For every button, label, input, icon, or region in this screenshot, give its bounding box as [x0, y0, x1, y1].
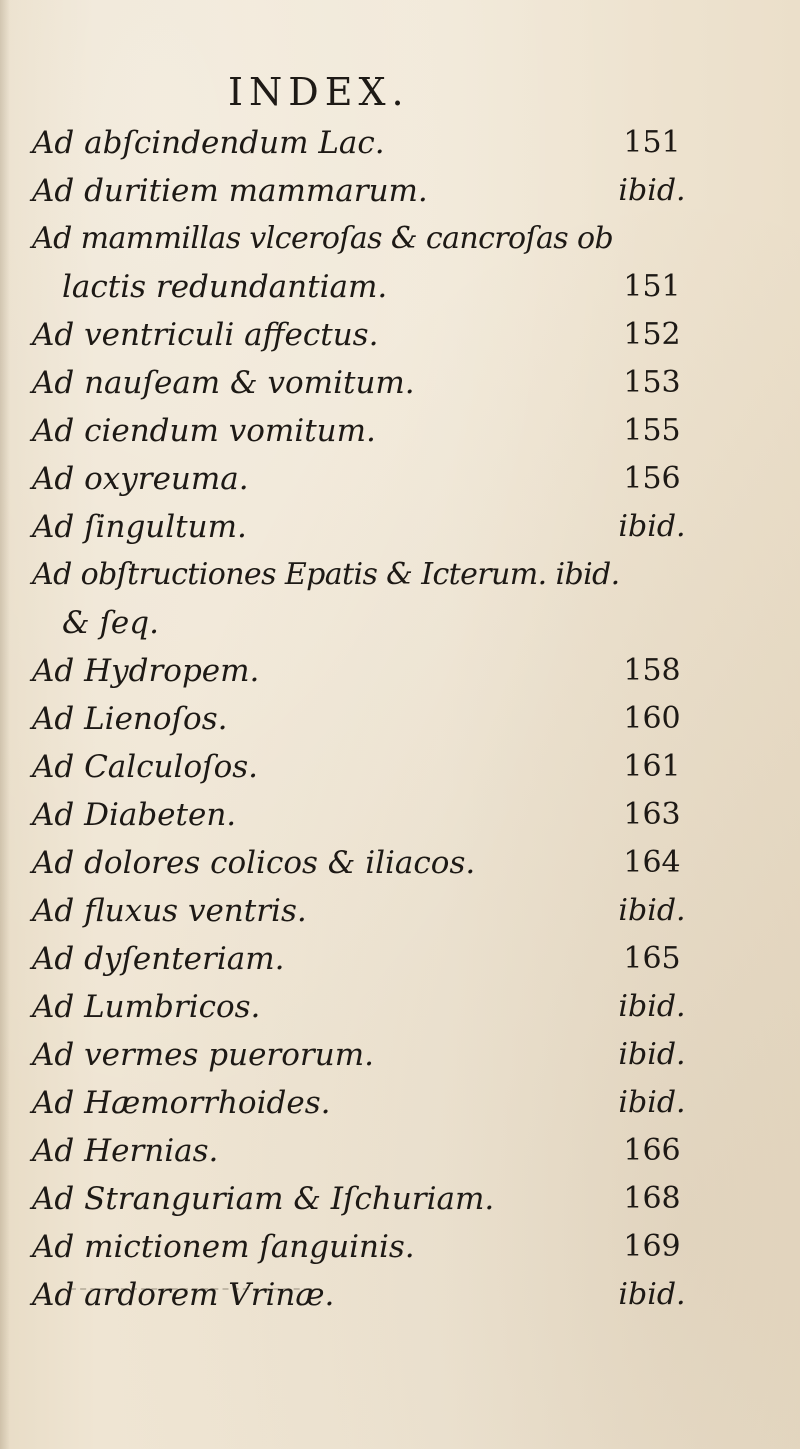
entry-page: ibid.	[618, 1037, 686, 1072]
entry-page: 153	[623, 365, 681, 400]
index-entry	[0, 647, 800, 695]
entry-text: Ad obſtructiones Epatis & Icterum. ibid.	[32, 557, 620, 592]
entry-page: ibid.	[618, 1085, 686, 1120]
entry-page: 168	[623, 1181, 681, 1216]
index-heading: INDEX.	[228, 70, 410, 114]
ink-smudge	[70, 1288, 320, 1294]
entry-page: 152	[623, 317, 681, 352]
index-entry	[0, 839, 800, 887]
entry-text: Ad Lienoſos.	[32, 701, 228, 737]
entry-page: 166	[623, 1133, 681, 1168]
entry-page: 151	[623, 125, 681, 160]
index-entry	[0, 1175, 800, 1223]
index-entry	[0, 119, 800, 167]
entry-text: Ad ciendum vomitum.	[32, 413, 376, 449]
entry-text: Ad Hæmorrhoides.	[32, 1085, 331, 1121]
index-entry	[0, 935, 800, 983]
index-entry	[0, 983, 800, 1031]
entry-page: ibid.	[618, 1277, 686, 1312]
entry-page: 169	[623, 1229, 681, 1264]
entry-page: 164	[623, 845, 681, 880]
index-entry	[0, 1223, 800, 1271]
entry-text: Ad abſcindendum Lac.	[32, 125, 385, 161]
index-entry	[0, 1079, 800, 1127]
entry-page: 158	[623, 653, 681, 688]
entry-text: Ad Lumbricos.	[32, 989, 261, 1025]
entry-page: ibid.	[618, 893, 686, 928]
entry-text: Ad vermes puerorum.	[32, 1037, 374, 1073]
entry-text: Ad Calculoſos.	[32, 749, 259, 785]
entry-text: Ad Diabeten.	[32, 797, 237, 833]
entry-page: ibid.	[618, 509, 686, 544]
entry-text: Ad mictionem ſanguinis.	[32, 1229, 415, 1265]
entry-page: 156	[623, 461, 681, 496]
index-entry	[0, 551, 800, 599]
entry-page: ibid.	[618, 989, 686, 1024]
index-entry	[0, 263, 800, 311]
entry-text: & ſeq.	[62, 605, 159, 641]
index-entry	[0, 1127, 800, 1175]
entry-text: Ad ardorem Vrinæ.	[32, 1277, 335, 1313]
entry-text: Ad ſingultum.	[32, 509, 247, 545]
index-entry	[0, 791, 800, 839]
index-entry	[0, 215, 800, 263]
index-entry	[0, 599, 800, 647]
entry-text: Ad fluxus ventris.	[32, 893, 307, 929]
entry-page: ibid.	[618, 173, 686, 208]
index-entry	[0, 1031, 800, 1079]
entry-text: Ad dolores colicos & iliacos.	[32, 845, 476, 881]
entry-text: Ad oxyreuma.	[32, 461, 249, 497]
entry-text: Ad Stranguriam & Iſchuriam.	[32, 1181, 495, 1217]
index-entry	[0, 1271, 800, 1319]
entry-text: Ad Hernias.	[32, 1133, 219, 1169]
index-entry	[0, 359, 800, 407]
index-entry	[0, 455, 800, 503]
index-entry	[0, 407, 800, 455]
entry-page: 160	[623, 701, 681, 736]
index-entry	[0, 311, 800, 359]
entry-text: Ad nauſeam & vomitum.	[32, 365, 415, 401]
entry-text: Ad Hydropem.	[32, 653, 260, 689]
entry-page: 163	[623, 797, 681, 832]
index-entry	[0, 695, 800, 743]
index-entry	[0, 743, 800, 791]
index-entry	[0, 887, 800, 935]
entry-page: 151	[623, 269, 681, 304]
entry-page: 161	[623, 749, 681, 784]
entry-text: Ad duritiem mammarum.	[32, 173, 428, 209]
index-entry	[0, 503, 800, 551]
entry-page: 165	[623, 941, 681, 976]
index-entry	[0, 167, 800, 215]
entry-page: 155	[623, 413, 681, 448]
entry-text: Ad ventriculi affectus.	[32, 317, 379, 353]
entry-text: Ad mammillas vlceroſas & cancroſas ob	[32, 221, 614, 256]
entry-text: lactis redundantiam.	[62, 269, 388, 305]
entry-text: Ad dyſenteriam.	[32, 941, 285, 977]
